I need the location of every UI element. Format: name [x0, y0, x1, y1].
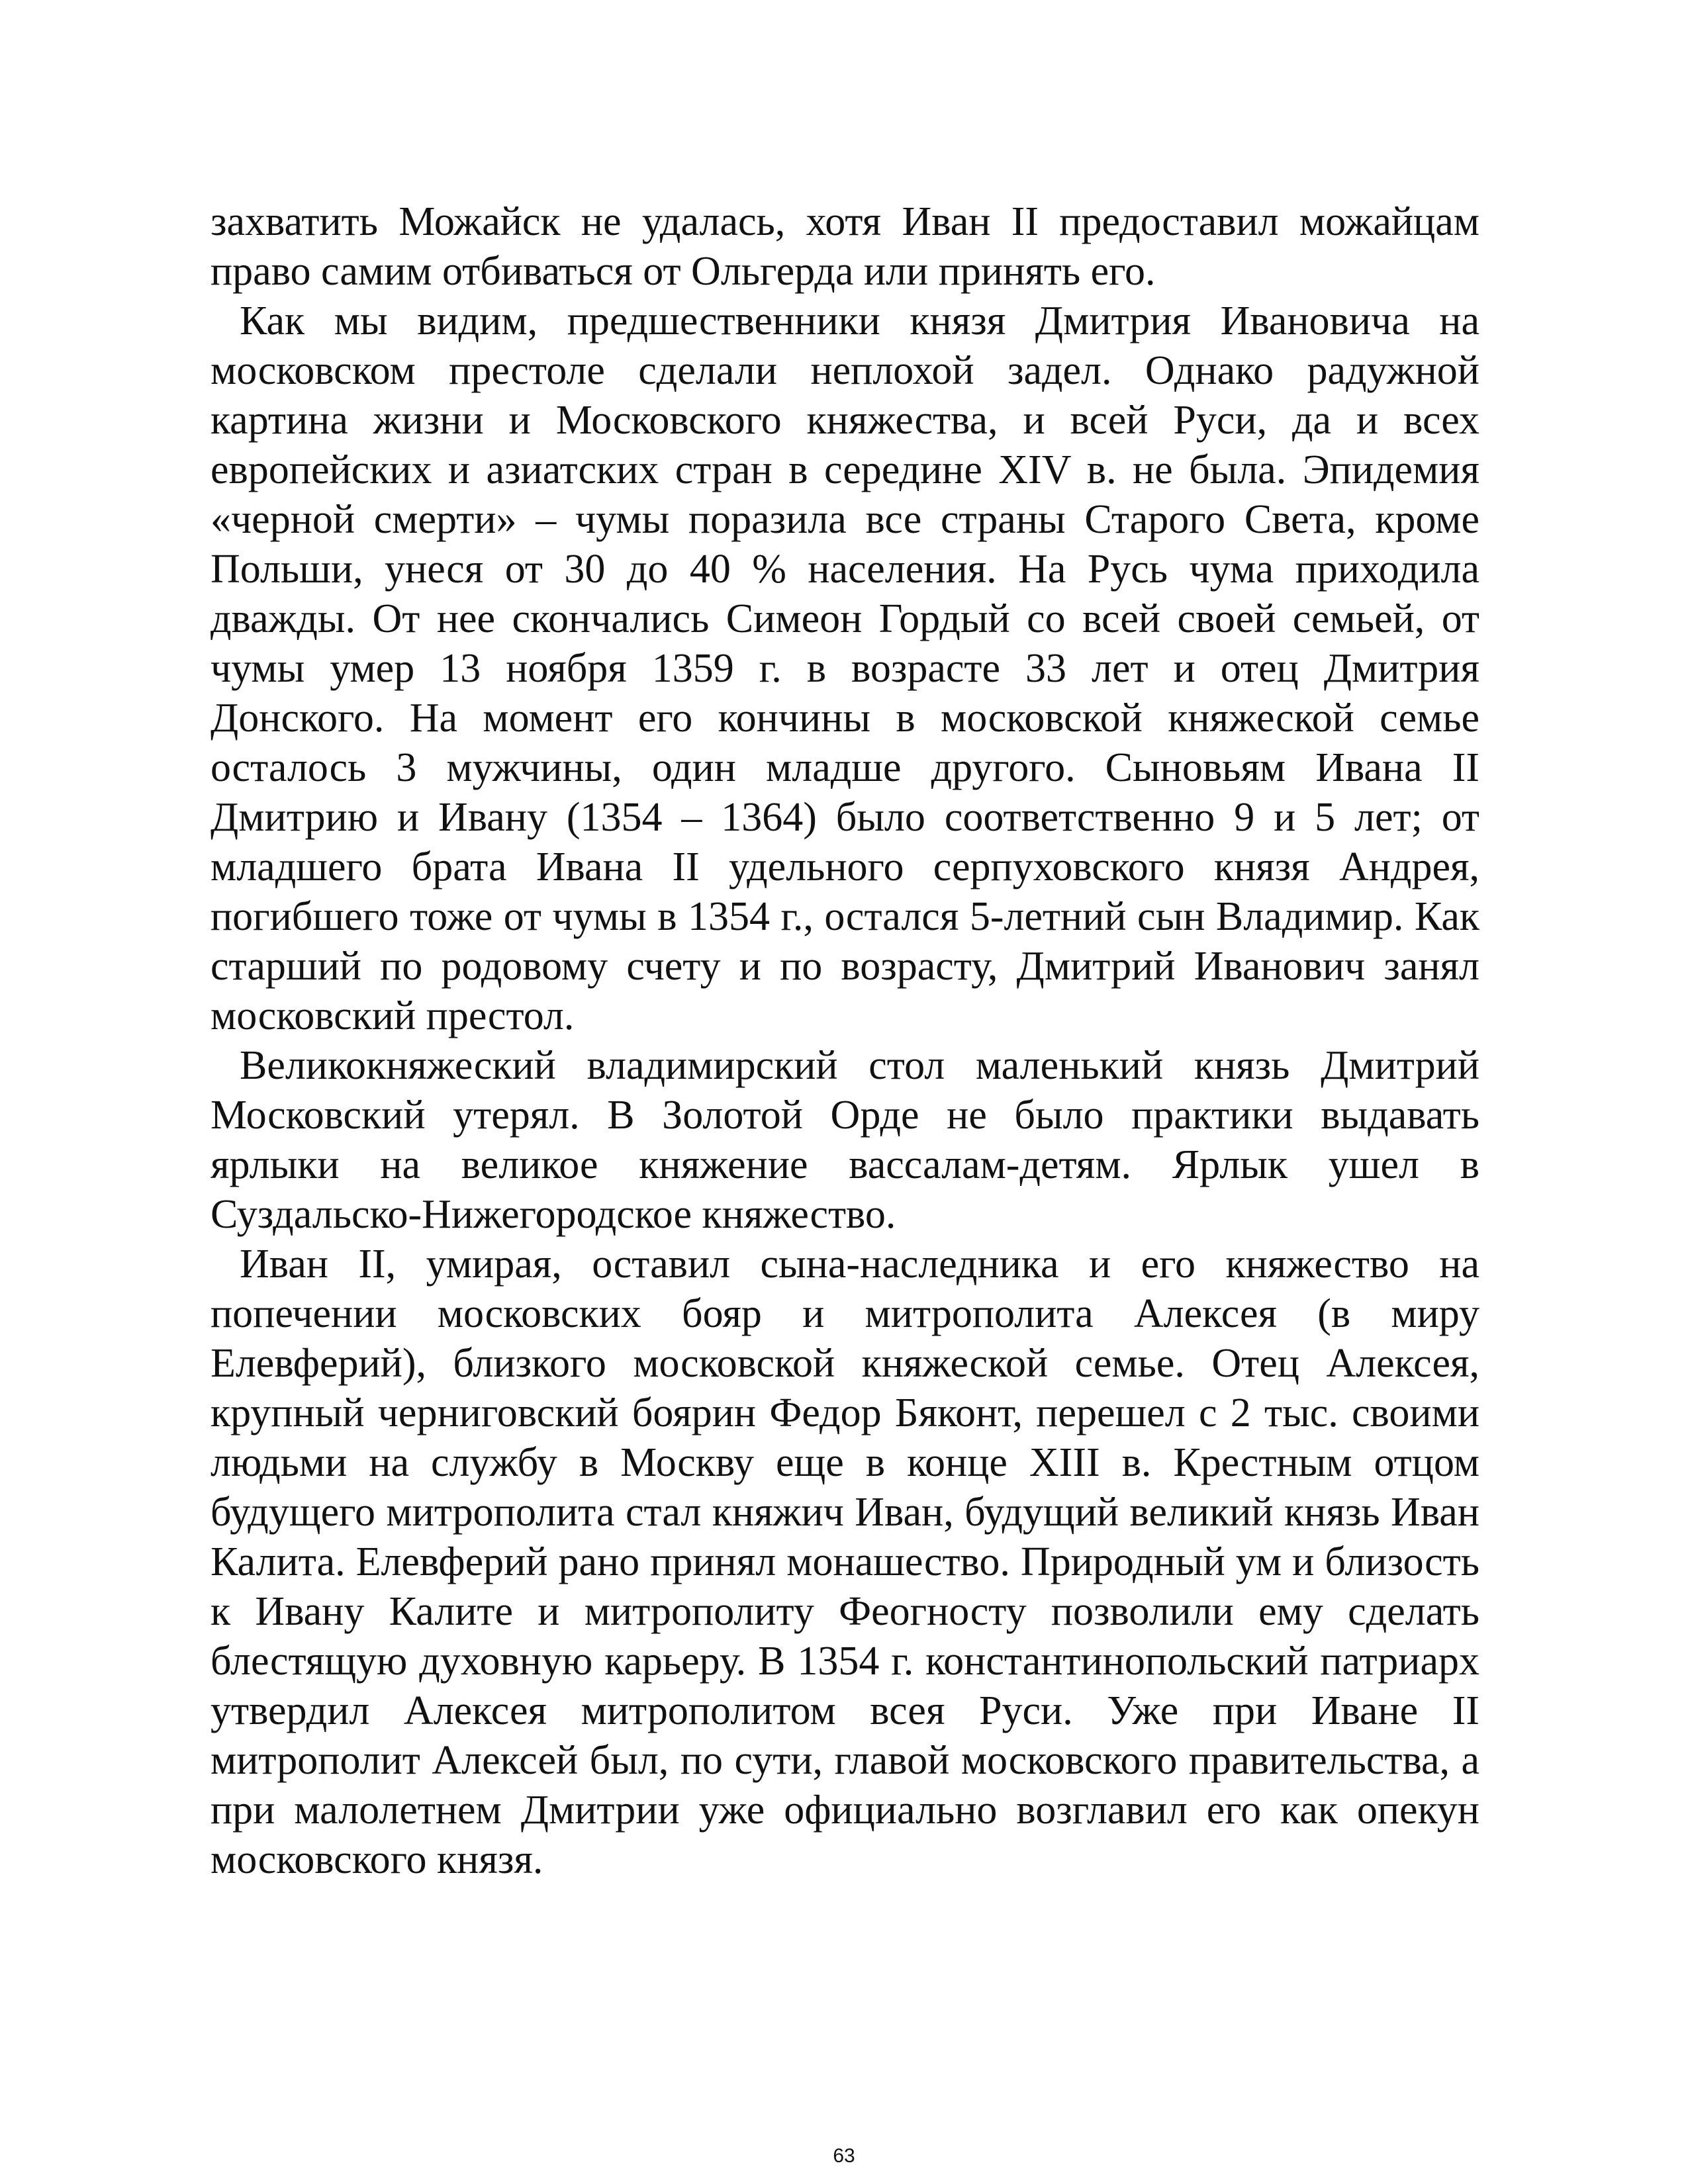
paragraph-plague: Как мы видим, предшественники князя Дмитрия Ивановича на московском престоле сделали неплохой задел. Однако радужной картина жизни и Московского княжества, и всей Руси, да и всех европейских и азиатских стран в середине XIV в. не была. Эпидемия «черной смерти» – чумы поразила все страны Старого Света, кроме Польши, унеся от 30 до 40 % населения. На Русь чума приходила дважды. От нее скончались Симеон Гордый со всей своей семьей, от чумы умер 13 ноября 1359 г. в возрасте 33 лет и отец Дмитрия Донского. На момент его кончины в московской княжеской семье осталось 3 мужчины, один младше другого. Сыновьям Ивана II Дмитрию и Ивану (1354 – 1364) было соответственно 9 и 5 лет; от младшего брата Ивана II удельного серпуховского князя Андрея, погибшего тоже от чумы в 1354 г., остался 5-летний сын Владимир. Как старший по родовому счету и по возрасту, Дмитрий Иванович занял московский престол.: [211, 298, 1479, 1038]
page-number: 63: [833, 2145, 855, 2167]
paragraph-vladimir-throne: Великокняжеский владимирский стол маленький князь Дмитрий Московский утерял. В Золотой Орде не было практики выдавать ярлыки на великое княжение вассалам-детям. Ярлык ушел в Суздальско-Нижегородское княжество.: [211, 1043, 1479, 1237]
body-text: [211, 197, 1479, 1885]
paragraph-metropolitan-alexei: Иван II, умирая, оставил сына-наследника и его княжество на попечении московских бояр и митрополита Алексея (в миру Елевферий), близкого московской княжеской семье. Отец Алексея, крупный черниговский боярин Федор Бяконт, перешел с 2 тыс. своими людьми на службу в Москву еще в конце XIII в. Крестным отцом будущего митрополита стал княжич Иван, будущий великий князь Иван Калита. Елевферий рано принял монашество. Природный ум и близость к Ивану Калите и митрополиту Феогносту позволили ему сделать блестящую духовную карьеру. В 1354 г. константинопольский патриарх утвердил Алексея митрополитом всея Руси. Уже при Иване II митрополит Алексей был, по сути, главой московского правительства, а при малолетнем Дмитрии уже официально возглавил его как опекун московского князя.: [211, 1242, 1479, 1882]
paragraph-continued: захватить Можайск не удалась, хотя Иван II предоставил можайцам право самим отбиваться от Ольгерда или принять его.: [211, 199, 1479, 294]
